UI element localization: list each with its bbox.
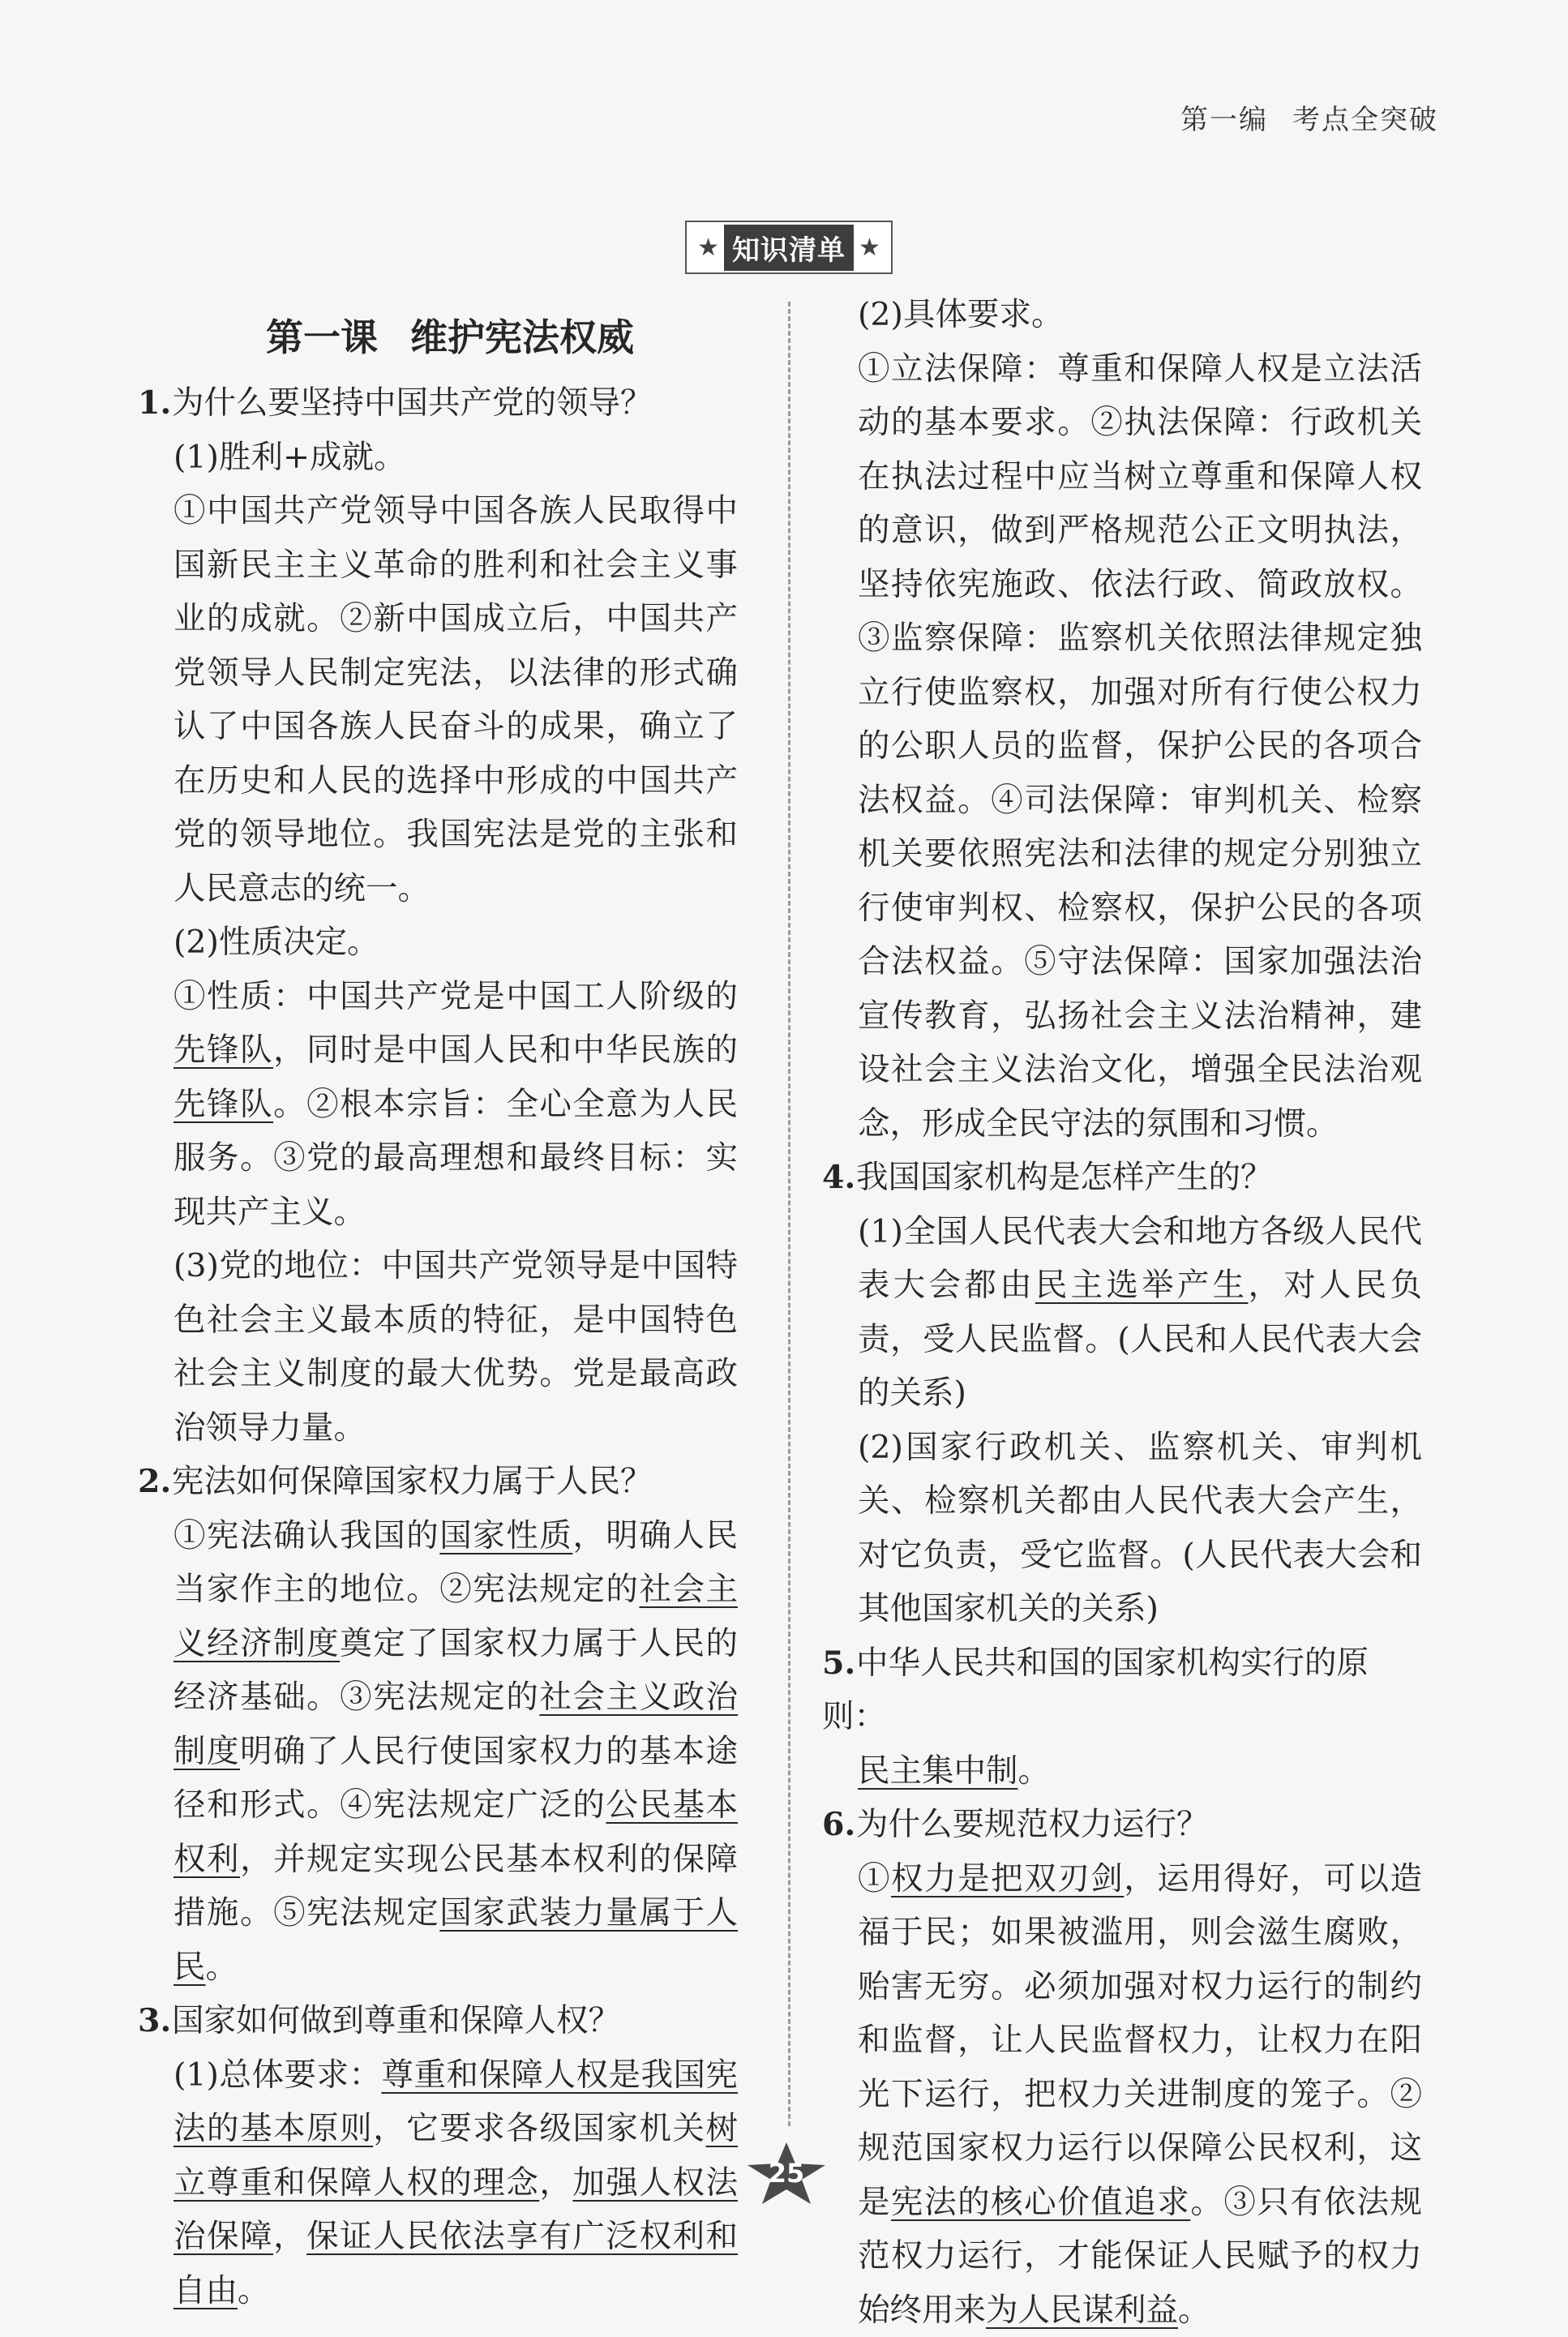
underlined-term: 树立尊重和保障人权的理念 xyxy=(174,2110,738,2202)
text-run: ①宪法确认我国的 xyxy=(174,1517,439,1554)
underlined-term: 加强人权法治保障 xyxy=(174,2164,738,2256)
paragraph xyxy=(138,970,738,1240)
question-number: 3. xyxy=(138,1994,172,2048)
text-run: ，同时是中国人民和中华民族的 xyxy=(273,1031,738,1069)
question-number: 4. xyxy=(822,1151,856,1205)
text-run: ①性质：中国共产党是中国工人阶级的 xyxy=(174,978,738,1015)
underlined-term: 为人民谋利益 xyxy=(986,2292,1178,2329)
running-header xyxy=(1180,97,1438,137)
paragraph: (3)党的地位：中国共产党领导是中国特色社会主义最本质的特征，是中国特色社会主义制度的最大优势。党是最高政治领导力量。 xyxy=(138,1239,738,1455)
text-run: ，明确人民当家作主的地位。②宪法规定的 xyxy=(174,1517,738,1609)
text-run: 。 xyxy=(1178,2292,1210,2329)
paragraph: ①立法保障：尊重和保障人权是立法活动的基本要求。②执法保障：行政机关在执法过程中应当树立尊重和保障人权的意识，做到严格规范公正文明执法，坚持依宪施政、依法行政、简政放权。③监察保障：监察机关依照法律规定独立行使监察权，加强对所有行使公权力的公职人员的监督，保护公民的各项合法权益。④司法保障：审判机关、检察机关要依照宪法和法律的规定分别独立行使审判权、检察权，保护公民的各项合法权益。⑤守法保障：国家加强法治宣传教育，弘扬社会主义法治精神，建设社会主义法治文化，增强全民法治观念，形成全民守法的氛围和习惯。 xyxy=(822,342,1422,1151)
question-1 xyxy=(138,376,738,431)
question-3 xyxy=(138,1994,738,2048)
text-run: 中华人民共和国的国家机构实行的原则： xyxy=(822,1644,1369,1736)
paragraph xyxy=(822,1205,1422,1421)
text-run: ，它要求各级国家机关 xyxy=(373,2110,705,2147)
question-number: 5. xyxy=(822,1636,856,1691)
text-run: ， xyxy=(273,2218,306,2255)
underlined-term: 国家性质 xyxy=(439,1517,572,1554)
text-run: 明确了人民行使国家权力的基本途径和形式。④宪法规定广泛的 xyxy=(174,1733,738,1825)
text-run: ，运用得好，可以造福于民；如果被滥用，则会滋生腐败，贻害无穷。必须加强对权力运行的制约和监督，让人民监督权力，让权力在阳光下运行，把权力关进制度的笼子。②规范国家权力运行以保障公民权利，这是 xyxy=(858,1860,1422,2221)
lesson-name: 维护宪法权威 xyxy=(410,315,634,359)
page-number: 25 xyxy=(744,2141,829,2206)
underlined-term: 社会主义政治制度 xyxy=(174,1679,738,1770)
paragraph: (2)国家行政机关、监察机关、审判机关、检察机关都由人民代表大会产生，对它负责，受它监督。(人民代表大会和其他国家机关的关系) xyxy=(822,1421,1422,1636)
section-banner xyxy=(685,221,893,274)
text-run: 。 xyxy=(206,1949,238,1986)
page-number-badge xyxy=(744,2141,829,2206)
lesson-number: 第一课 xyxy=(266,315,378,359)
subheading: (2)性质决定。 xyxy=(138,916,738,970)
text-run: 。②根本宗旨：全心全意为人民服务。③党的最高理想和最终目标：实现共产主义。 xyxy=(174,1086,738,1231)
question-4 xyxy=(822,1151,1422,1205)
underlined-term: 先锋队 xyxy=(174,1031,273,1069)
column-divider xyxy=(788,302,790,2126)
text-run: ， xyxy=(539,2164,572,2202)
text-run: ，对人民负责，受人民监督。(人民和人民代表大会的关系) xyxy=(858,1267,1422,1412)
text-run: 奠定了国家权力属于人民的经济基础。③宪法规定的 xyxy=(174,1625,738,1717)
right-column xyxy=(822,288,1422,2337)
question-number: 2. xyxy=(138,1455,172,1509)
question-number: 6. xyxy=(822,1798,856,1852)
subheading: (1)胜利+成就。 xyxy=(138,431,738,485)
question-2 xyxy=(138,1455,738,1509)
text-run: 。 xyxy=(238,2272,270,2309)
question-title: 为什么要坚持中国共产党的领导？ xyxy=(172,384,653,422)
paragraph xyxy=(138,2048,738,2318)
text-run: (1)总体要求： xyxy=(174,2056,381,2094)
question-title: 国家如何做到尊重和保障人权？ xyxy=(172,2002,620,2039)
underlined-term: 尊重和保障人权是我国宪法的基本原则 xyxy=(174,2056,738,2148)
underlined-term: 保证人民依法享有广泛权利和自由 xyxy=(174,2218,738,2309)
paragraph xyxy=(822,1852,1422,2337)
underlined-term: 国家武装力量属于人民 xyxy=(174,1894,738,1986)
underlined-term: 公民基本权利 xyxy=(174,1786,738,1878)
text-run: ，并规定实现公民基本权利的保障措施。⑤宪法规定 xyxy=(174,1841,738,1932)
underlined-term: 社会主义经济制度 xyxy=(174,1571,738,1662)
underlined-term: 权力是把双刃剑 xyxy=(891,1860,1124,1897)
underlined-term: 民主集中制 xyxy=(858,1752,1018,1790)
question-number: 1. xyxy=(138,376,172,431)
underlined-term: 宪法的核心价值追求 xyxy=(891,2184,1190,2221)
paragraph xyxy=(822,1744,1422,1799)
question-title: 我国国家机构是怎样产生的？ xyxy=(856,1159,1273,1196)
header-part: 第一编 xyxy=(1180,104,1268,136)
star-icon: ★ xyxy=(859,234,880,262)
banner-label: 知识清单 xyxy=(724,225,854,271)
paragraph xyxy=(138,1509,738,1995)
text-run: 。③只有依法规范权力运行，才能保证人民赋予的权力始终用来 xyxy=(858,2184,1422,2329)
underlined-term: 民主选举产生 xyxy=(1035,1267,1249,1304)
left-column xyxy=(138,298,738,2318)
subheading: (2)具体要求。 xyxy=(822,288,1422,342)
text-run: ① xyxy=(858,1860,891,1897)
question-6 xyxy=(822,1798,1422,1852)
question-title: 为什么要规范权力运行？ xyxy=(856,1806,1209,1843)
paragraph: ①中国共产党领导中国各族人民取得中国新民主主义革命的胜利和社会主义事业的成就。②新中国成立后，中国共产党领导人民制定宪法，以法律的形式确认了中国各族人民奋斗的成果，确立了在历史和人民的选择中形成的中国共产党的领导地位。我国宪法是党的主张和人民意志的统一。 xyxy=(138,484,738,916)
lesson-title xyxy=(162,298,738,376)
header-section: 考点全突破 xyxy=(1292,104,1438,136)
star-icon: ★ xyxy=(697,234,719,262)
question-title: 宪法如何保障国家权力属于人民？ xyxy=(172,1463,653,1500)
underlined-term: 先锋队 xyxy=(174,1086,273,1123)
text-run: (1)全国人民代表大会和地方各级人民代表大会都由 xyxy=(858,1213,1422,1305)
text-run: 。 xyxy=(1018,1752,1051,1790)
question-5 xyxy=(822,1636,1422,1744)
